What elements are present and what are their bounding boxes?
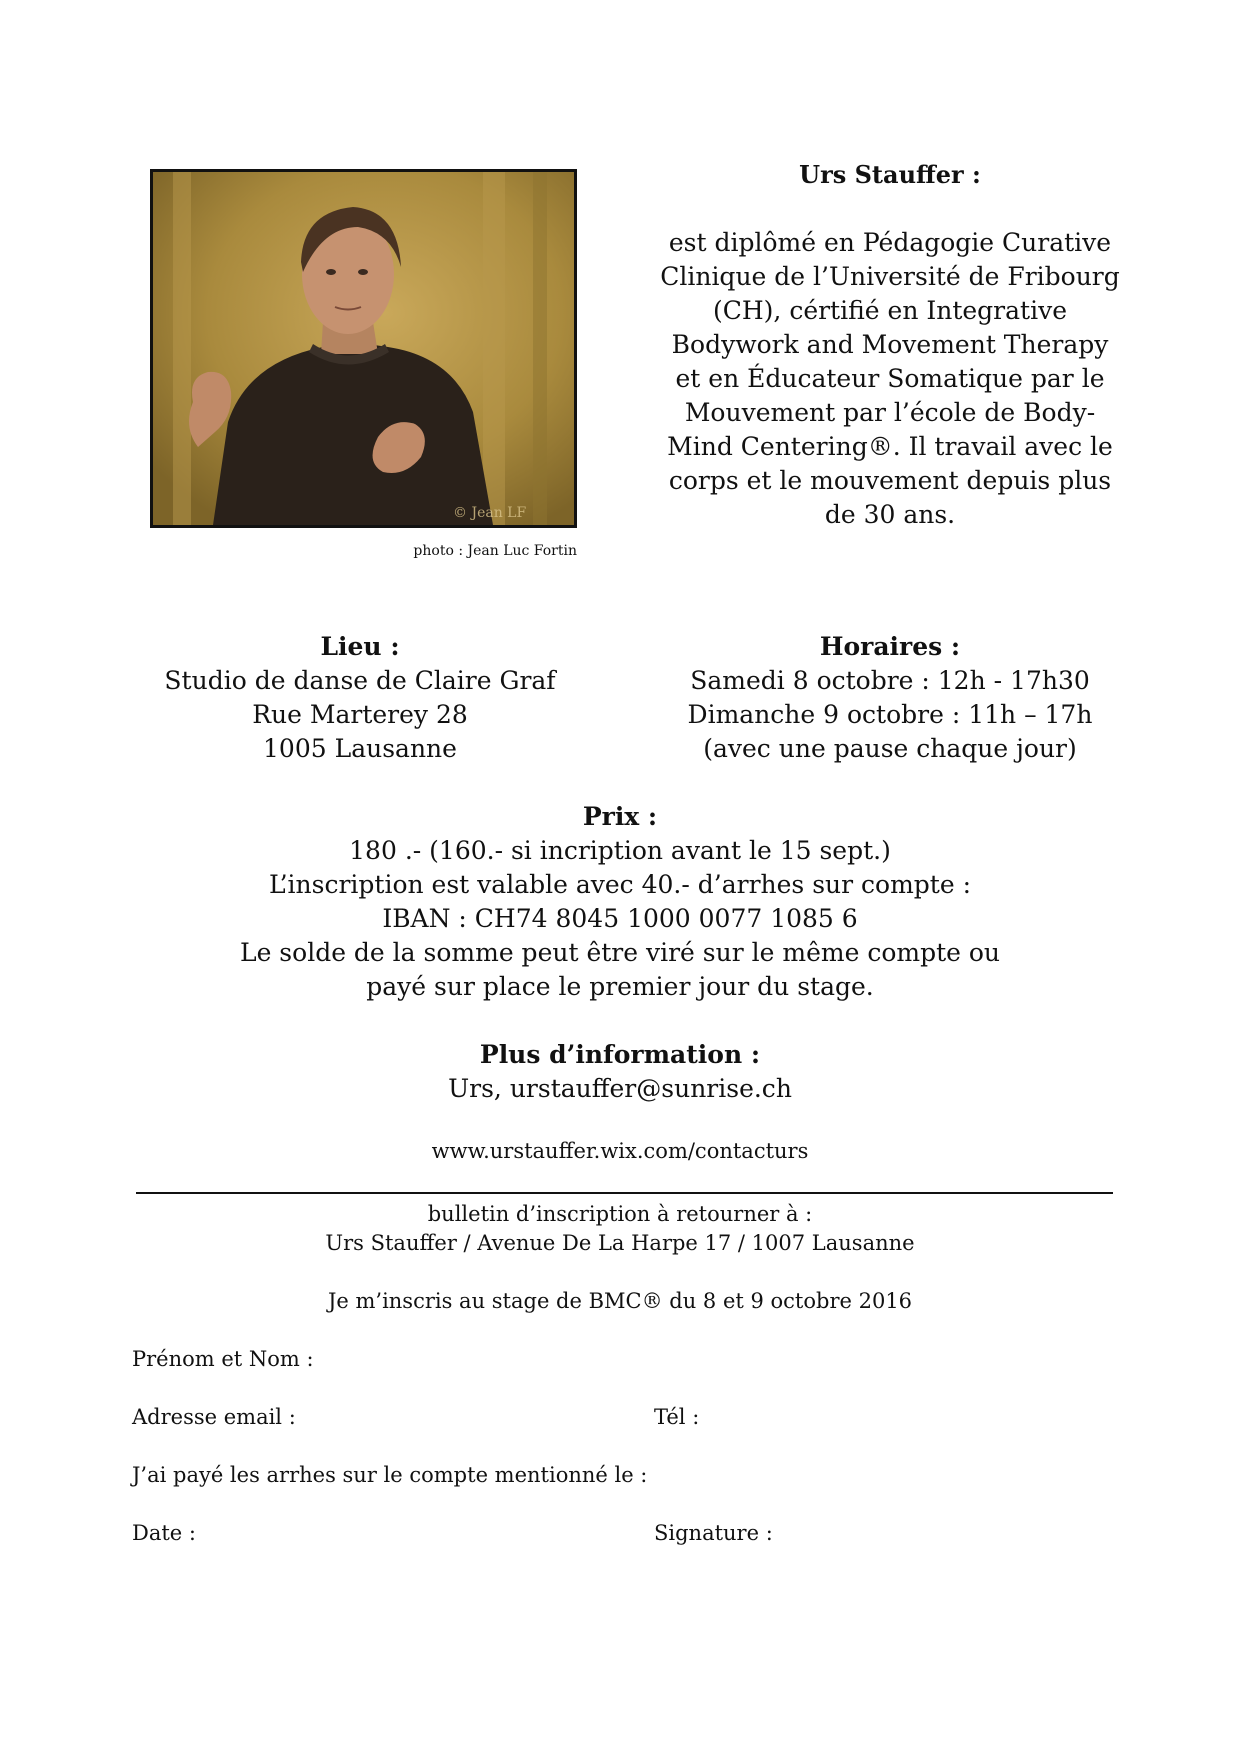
horaires-line: Dimanche 9 octobre : 11h – 17h (687, 700, 1093, 729)
tel-field-label[interactable]: Tél : (654, 1405, 700, 1429)
stage-statement: Je m’inscris au stage de BMC® du 8 et 9 octobre 2016 (327, 1289, 913, 1313)
lieu-line: Rue Marterey 28 (252, 700, 468, 729)
bulletin-header (150, 1200, 1090, 1258)
bio-line: est diplômé en Pédagogie Curative (668, 228, 1112, 257)
bio-title: Urs Stauffer : (799, 160, 981, 189)
lieu-section (130, 630, 590, 766)
photo-credit: photo : Jean Luc Fortin (413, 543, 577, 559)
signature-field-label[interactable]: Signature : (654, 1521, 773, 1545)
portrait-image (153, 172, 574, 525)
bio-line: Mouvement par l’école de Body- (684, 398, 1096, 427)
date-field-label[interactable]: Date : (132, 1521, 196, 1545)
horaires-title: Horaires : (819, 632, 961, 661)
horaires-line: (avec une pause chaque jour) (703, 734, 1077, 763)
bio-line: et en Éducateur Somatique par le (675, 364, 1105, 393)
info-title: Plus d’information : (479, 1040, 761, 1069)
bio-line: corps et le mouvement depuis plus (668, 466, 1112, 495)
portrait-photo (150, 169, 577, 528)
horaires-section (660, 630, 1120, 766)
bio-line: Bodywork and Movement Therapy (671, 330, 1109, 359)
prix-line: L’inscription est valable avec 40.- d’arrhes sur compte : (268, 870, 971, 899)
prix-line: 180 .- (160.- si incription avant le 15 sept.) (349, 836, 891, 865)
bio-line: Clinique de l’Université de Fribourg (660, 262, 1120, 291)
lieu-line: 1005 Lausanne (263, 734, 457, 763)
divider (136, 1192, 1113, 1194)
email-field-label[interactable]: Adresse email : (132, 1405, 296, 1429)
contact-email[interactable]: Urs, urstauffer@sunrise.ch (448, 1074, 792, 1103)
horaires-line: Samedi 8 octobre : 12h - 17h30 (690, 666, 1090, 695)
lieu-line: Studio de danse de Claire Graf (164, 666, 556, 695)
bio-line: Mind Centering®. Il travail avec le (667, 432, 1113, 461)
bio-text (650, 226, 1130, 532)
prix-title: Prix : (582, 802, 658, 831)
bio-line: de 30 ans. (824, 500, 956, 529)
bulletin-line: bulletin d’inscription à retourner à : (427, 1202, 813, 1226)
payment-date-field-label[interactable]: J’ai payé les arrhes sur le compte mentionné le : (132, 1463, 648, 1487)
watermark: © Jean LF (453, 505, 527, 521)
lieu-title: Lieu : (320, 632, 400, 661)
prix-section (150, 800, 1090, 1004)
prix-line: payé sur place le premier jour du stage. (366, 972, 874, 1001)
prix-line: Le solde de la somme peut être viré sur le même compte ou (239, 938, 1001, 967)
bio-line: (CH), cértifié en Integrative (712, 296, 1068, 325)
prix-line: IBAN : CH74 8045 1000 0077 1085 6 (382, 904, 858, 933)
name-field-label[interactable]: Prénom et Nom : (132, 1347, 314, 1371)
info-section (150, 1038, 1090, 1106)
website-link[interactable]: www.urstauffer.wix.com/contacturs (431, 1139, 809, 1163)
bulletin-address: Urs Stauffer / Avenue De La Harpe 17 / 1007 Lausanne (325, 1231, 915, 1255)
